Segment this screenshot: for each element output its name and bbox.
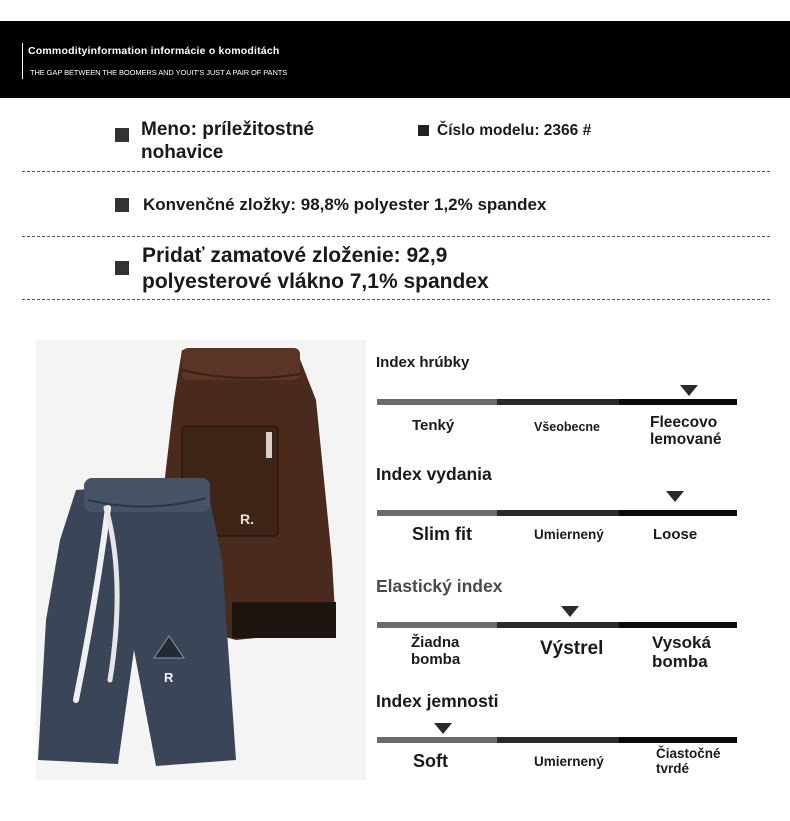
model-number: Číslo modelu: 2366 # <box>437 122 592 139</box>
scale-fit-label-3: Loose <box>653 526 698 543</box>
navy-pants-logo: R <box>164 670 174 685</box>
divider-3 <box>22 299 770 300</box>
scale-elastic-bar <box>377 622 737 628</box>
velvet-line2: polyesterové vlákno 7,1% spandex <box>142 270 489 293</box>
scale-softness-label-2: Umiernený <box>534 754 604 769</box>
product-name <box>141 118 314 164</box>
scale-elastic-label-3: Vysoká bomba <box>652 633 711 671</box>
scale-elastic-label-1: Žiadna bomba <box>411 634 461 668</box>
scale-softness-title: Index jemnosti <box>376 691 499 711</box>
scale-thickness-title: Index hrúbky <box>376 354 470 371</box>
scale-elastic-label-2: Výstrel <box>540 638 604 659</box>
pants-illustration <box>36 340 366 780</box>
product-name-line2: nohavice <box>141 142 224 163</box>
product-photo <box>36 340 366 780</box>
scale-softness-label-1: Soft <box>413 751 448 771</box>
scale-fit-marker <box>666 491 684 502</box>
scale-softness-marker <box>434 723 452 734</box>
divider-2 <box>22 236 770 237</box>
scale-fit-label-1: Slim fit <box>412 524 473 544</box>
scale-thickness-label-2: Všeobecne <box>534 420 601 434</box>
brown-pants-logo: R. <box>240 511 254 527</box>
bullet-square-velvet <box>115 261 129 275</box>
scale-thickness-label-3: Fleecovo lemované <box>650 414 722 449</box>
scale-elastic-title: Elastický index <box>376 576 503 596</box>
header-divider <box>22 43 23 79</box>
bullet-square-model <box>418 125 429 136</box>
scale-fit-bar <box>377 510 737 516</box>
scale-elastic-marker <box>561 606 579 617</box>
velvet-line1: Pridať zamatové zloženie: 92,9 <box>142 244 448 267</box>
scale-softness-bar <box>377 737 737 743</box>
header-bar <box>0 21 790 98</box>
header-title: Commodityinformation informácie o komoditách <box>28 45 280 57</box>
scale-thickness-label-1: Tenký <box>412 417 455 434</box>
product-name-line1: Meno: príležitostné <box>141 119 315 140</box>
scale-thickness-marker <box>680 385 698 396</box>
scale-fit-label-2: Umiernený <box>534 527 604 542</box>
composition-text: Konvenčné zložky: 98,8% polyester 1,2% spandex <box>143 195 547 214</box>
bullet-square-name <box>115 128 129 142</box>
divider-1 <box>22 171 770 172</box>
bullet-square-composition <box>115 198 129 212</box>
header-subtitle: THE GAP BETWEEN THE BOOMERS AND YOUIT'S JUST A PAIR OF PANTS <box>30 68 288 77</box>
scale-softness-label-3: Čiastočné tvrdé <box>656 746 721 776</box>
scale-thickness-bar <box>377 399 737 405</box>
velvet-composition <box>142 243 489 295</box>
scale-fit-title: Index vydania <box>376 464 492 484</box>
